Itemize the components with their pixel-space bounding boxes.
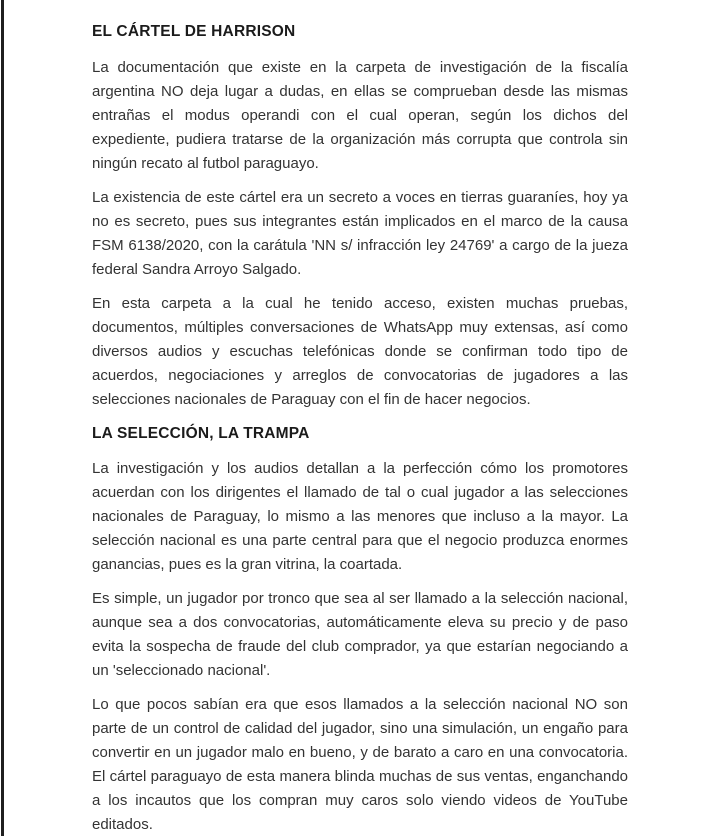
paragraph-jugador-precio: Es simple, un jugador por tronco que sea al ser llamado a la selección nacional, aunque sea a dos convocatorias, automáticamente eleva su precio y de paso evita la sospecha de fraude del club comprador, ya que estarían negociando a un 'seleccionado nacional'. [92,590,628,679]
paragraph-carpeta-pruebas: En esta carpeta a la cual he tenido acceso, existen muchas pruebas, documentos, múltiples conversaciones de WhatsApp muy extensas, así como diversos audios y escuchas telefónicas donde se confirman todo tipo de acuerdos, negociaciones y arreglos de convocatorias de jugadores a las selecciones nacionales de Paraguay con el fin de hacer negocios. [92,295,628,408]
page-edge-border [1,0,4,836]
paragraph-existencia-cartel: La existencia de este cártel era un secreto a voces en tierras guaraníes, hoy ya no es secreto, pues sus integrantes están implicados en el marco de la causa FSM 6138/2020, con la carátula 'NN s/ infracción ley 24769' a cargo de la jueza federal Sandra Arroyo Salgado. [92,189,628,278]
document-body [92,0,628,837]
section-heading-cartel-de-harrison: EL CÁRTEL DE HARRISON [92,23,296,40]
paragraph-fiscalia-documentacion: La documentación que existe en la carpeta de investigación de la fiscalía argentina NO deja lugar a dudas, en ellas se comprueban desde las mismas entrañas el modus operandi con el cual operan, según los dichos del expediente, pudiera tratarse de la organización más corrupta que controla sin ningún recato al futbol paraguayo. [92,59,628,172]
section-heading-seleccion-trampa: LA SELECCIÓN, LA TRAMPA [92,425,310,442]
paragraph-llamados-simulacion: Lo que pocos sabían era que esos llamados a la selección nacional NO son parte de un control de calidad del jugador, sino una simulación, un engaño para convertir en un jugador malo en bueno, y de barato a caro en una convocatoria. El cártel paraguayo de esta manera blinda muchas de sus ventas, enganchando a los incautos que los compran muy caros solo viendo videos de YouTube editados. [92,696,628,833]
paragraph-investigacion-audios: La investigación y los audios detallan a la perfección cómo los promotores acuerdan con los dirigentes el llamado de tal o cual jugador a las selecciones nacionales de Paraguay, lo mismo a las menores que incluso a la mayor. La selección nacional es una parte central para que el negocio produzca enormes ganancias, pues es la gran vitrina, la coartada. [92,460,628,573]
